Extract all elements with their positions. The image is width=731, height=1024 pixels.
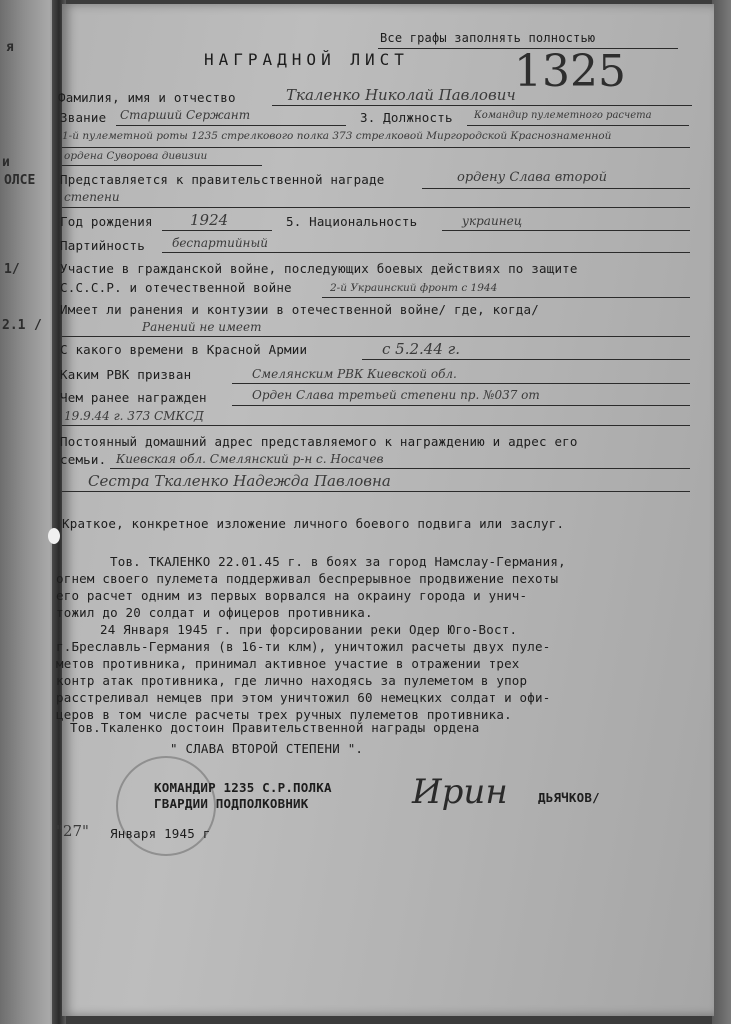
feat-line: Тов. ТКАЛЕНКО 22.01.45 г. в боях за город Намслау-Германия, [110, 554, 566, 569]
document-title: НАГРАДНОЙ ЛИСТ [204, 50, 409, 69]
field-rule [62, 425, 690, 426]
birth-label: Год рождения [60, 214, 153, 229]
field-rule [62, 491, 690, 492]
date-month-year: Января 1945 г [110, 826, 211, 841]
award-value: ордену Слава второй [457, 170, 607, 185]
page-edge [712, 0, 731, 1024]
feat-line: Тов.Ткаленко достоин Правительственной награды ордена [70, 720, 480, 735]
field-rule [422, 188, 690, 189]
civil-war-label: Участие в гражданской войне, последующих боевых действиях по защите [60, 261, 578, 276]
wounds-label: Имеет ли ранения и контузии в отечественной войне/ где, когда/ [60, 302, 539, 317]
civil-war-value: 2-й Украинский фронт с 1944 [330, 282, 498, 294]
rank-label: Звание [60, 110, 107, 125]
margin-fragment: 2.1 [2, 318, 26, 333]
field-rule [272, 105, 692, 106]
drafted-label: Каким РВК призван [60, 367, 192, 382]
family-value: Сестра Ткаленко Надежда Павловна [88, 472, 391, 490]
birth-value: 1924 [190, 211, 229, 229]
feat-heading: Краткое, конкретное изложение личного боевого подвига или заслуг. [62, 516, 565, 531]
field-rule [442, 230, 690, 231]
unit-value: 1-й пулеметной роты 1235 стрелкового полка 373 стрелковой Миргородской Краснознаменной [62, 130, 612, 142]
punch-hole [48, 528, 60, 544]
position-value: Командир пулеметного расчета [474, 110, 652, 121]
header-note: Все графы заполнять полностью [380, 31, 596, 45]
field-rule [62, 207, 690, 208]
handwritten-signature: Ирин [412, 772, 508, 812]
field-rule [162, 252, 690, 253]
feat-line: тожил до 20 солдат и офицеров противника. [56, 605, 373, 620]
date-day: "27" [56, 822, 89, 840]
rank-value: Старший Сержант [120, 108, 251, 122]
army-since-value: с 5.2.44 г. [382, 340, 460, 358]
party-value: беспартийный [172, 236, 268, 250]
field-rule [62, 165, 262, 166]
margin-fragment: и [2, 155, 10, 170]
name-label: Фамилия, имя и отчество [58, 90, 236, 105]
margin-fragment: 1/ [4, 262, 20, 277]
field-rule [62, 147, 690, 148]
feat-line: расстреливал немцев при этом уничтожил 60 немецких солдат и офи- [56, 690, 551, 705]
feat-line: г.Бреславль-Германия (в 16-ти клм), уничтожил расчеты двух пуле- [56, 639, 551, 654]
facing-page [0, 0, 58, 1024]
margin-fragment: / [34, 318, 42, 333]
wounds-value: Ранений не имеет [142, 320, 262, 334]
field-rule [162, 230, 272, 231]
position-label: 3. Должность [360, 110, 453, 125]
prev-awards-label: Чем ранее награжден [60, 390, 207, 405]
feat-line: " СЛАВА ВТОРОЙ СТЕПЕНИ ". [170, 741, 364, 756]
feat-line: 24 Января 1945 г. при форсировании реки Одер Юго-Вост. [100, 622, 518, 637]
nationality-value: украинец [462, 214, 523, 228]
unit-value: ордена Суворова дивизии [64, 150, 208, 162]
prev-awards-value: Орден Слава третьей степени пр. №037 от [252, 388, 540, 402]
field-rule [232, 383, 690, 384]
feat-line: огнем своего пулемета поддерживал беспрерывное продвижение пехоты [56, 571, 559, 586]
commander-rank: ГВАРДИИ ПОДПОЛКОВНИК [154, 796, 309, 811]
feat-line: контр атак противника, где лично находясь за пулеметом в упор [56, 673, 528, 688]
address-label: Постоянный домашний адрес представляемого к награждению и адрес его [60, 434, 578, 449]
field-rule [116, 125, 346, 126]
field-rule [110, 468, 690, 469]
award-label: Представляется к правительственной награде [60, 172, 385, 187]
civil-war-label: С.С.С.Р. и отечественной войне [60, 280, 292, 295]
field-rule [322, 297, 690, 298]
prev-awards-value: 19.9.44 г. 373 СМКСД [64, 409, 204, 423]
field-rule [467, 125, 689, 126]
drafted-value: Смелянским РВК Киевской обл. [252, 367, 457, 381]
address-value: Киевская обл. Смелянский р-н с. Носачев [116, 452, 384, 466]
feat-line: церов в том числе расчеты трех ручных пулеметов противника. [56, 707, 512, 722]
commander-title: КОМАНДИР 1235 С.Р.ПОЛКА [154, 780, 332, 795]
name-value: Ткаленко Николай Павлович [286, 86, 516, 104]
nationality-label: 5. Национальность [286, 214, 418, 229]
feat-line: метов противника, принимал активное участие в отражении трех [56, 656, 520, 671]
award-sheet [56, 4, 714, 1016]
army-since-label: С какого времени в Красной Армии [60, 342, 308, 357]
field-rule [232, 405, 690, 406]
margin-fragment: я [6, 40, 14, 55]
commander-surname: ДЬЯЧКОВ/ [538, 790, 600, 805]
archive-stamp-number: 1325 [514, 46, 626, 97]
award-value: степени [64, 190, 120, 204]
address-label: семьи. [60, 452, 107, 467]
feat-line: его расчет одним из первых ворвался на окраину города и унич- [56, 588, 528, 603]
margin-fragment: ОЛСЕ [4, 173, 36, 188]
field-rule [62, 336, 690, 337]
party-label: Партийность [60, 238, 145, 253]
field-rule [362, 359, 690, 360]
